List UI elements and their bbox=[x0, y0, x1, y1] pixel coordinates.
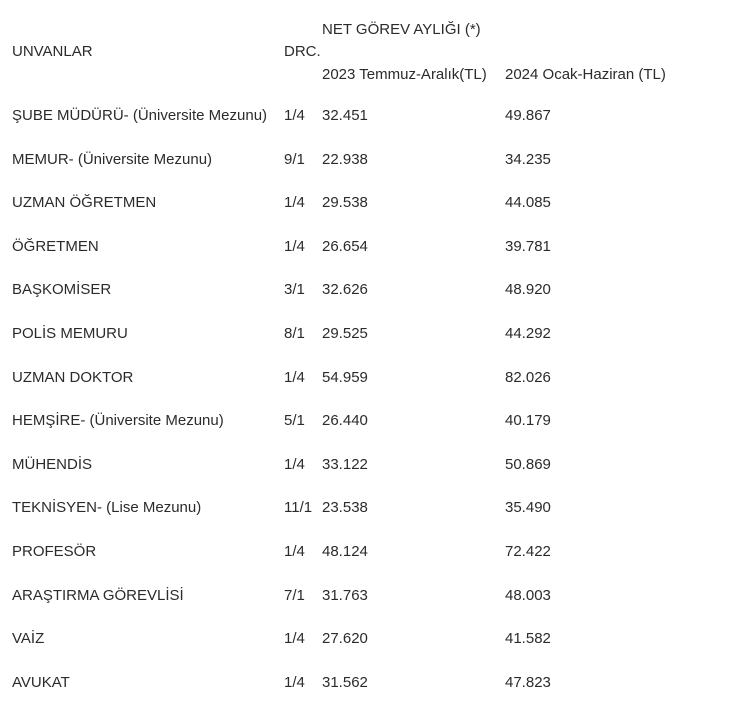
row-title: UZMAN DOKTOR bbox=[12, 369, 134, 386]
row-value-2024: 44.085 bbox=[505, 194, 551, 211]
row-value-2024: 48.920 bbox=[505, 281, 551, 298]
table-row bbox=[0, 541, 750, 563]
row-title: AVUKAT bbox=[12, 674, 70, 691]
row-title: MEMUR- (Üniversite Mezunu) bbox=[12, 151, 213, 168]
row-drc: 1/4 bbox=[284, 107, 305, 124]
header-unvanlar: UNVANLAR bbox=[12, 43, 93, 60]
row-value-2023: 29.525 bbox=[322, 325, 368, 342]
row-title: TEKNİSYEN- (Lise Mezunu) bbox=[12, 499, 202, 516]
row-title: HEMŞİRE- (Üniversite Mezunu) bbox=[12, 412, 224, 429]
table-row bbox=[0, 454, 750, 476]
row-title: ARAŞTIRMA GÖREVLİSİ bbox=[12, 587, 184, 604]
row-value-2023: 31.763 bbox=[322, 587, 368, 604]
table-row bbox=[0, 585, 750, 607]
row-drc: 11/1 bbox=[284, 499, 313, 516]
table-row bbox=[0, 672, 750, 694]
row-drc: 7/1 bbox=[284, 587, 305, 604]
table-row bbox=[0, 410, 750, 432]
row-title: ŞUBE MÜDÜRÜ- (Üniversite Mezunu) bbox=[12, 107, 268, 124]
row-title: POLİS MEMURU bbox=[12, 325, 128, 342]
row-value-2023: 48.124 bbox=[322, 543, 368, 560]
row-value-2024: 82.026 bbox=[505, 369, 551, 386]
row-drc: 5/1 bbox=[284, 412, 305, 429]
row-drc: 1/4 bbox=[284, 630, 305, 647]
row-value-2024: 41.582 bbox=[505, 630, 551, 647]
row-drc: 1/4 bbox=[284, 369, 305, 386]
row-drc: 9/1 bbox=[284, 151, 305, 168]
header-period-2024: 2024 Ocak-Haziran (TL) bbox=[505, 66, 666, 83]
row-value-2024: 40.179 bbox=[505, 412, 551, 429]
row-value-2024: 39.781 bbox=[505, 238, 551, 255]
row-value-2023: 26.654 bbox=[322, 238, 368, 255]
header-drc: DRC. bbox=[284, 43, 321, 60]
table-row bbox=[0, 279, 750, 301]
table-row bbox=[0, 628, 750, 650]
row-title: ÖĞRETMEN bbox=[12, 238, 99, 255]
row-title: UZMAN ÖĞRETMEN bbox=[12, 194, 157, 211]
row-value-2024: 44.292 bbox=[505, 325, 551, 342]
table-row bbox=[0, 192, 750, 214]
row-value-2023: 22.938 bbox=[322, 151, 368, 168]
row-drc: 1/4 bbox=[284, 194, 305, 211]
row-title: PROFESÖR bbox=[12, 543, 97, 560]
row-title: BAŞKOMİSER bbox=[12, 281, 112, 298]
row-value-2023: 23.538 bbox=[322, 499, 368, 516]
table-row bbox=[0, 149, 750, 171]
row-value-2023: 54.959 bbox=[322, 369, 368, 386]
row-drc: 3/1 bbox=[284, 281, 305, 298]
row-value-2024: 34.235 bbox=[505, 151, 551, 168]
row-drc: 1/4 bbox=[284, 238, 305, 255]
row-title: MÜHENDİS bbox=[12, 456, 93, 473]
row-value-2023: 31.562 bbox=[322, 674, 368, 691]
table-row bbox=[0, 236, 750, 258]
row-value-2023: 32.451 bbox=[322, 107, 368, 124]
table-row bbox=[0, 367, 750, 389]
row-value-2024: 50.869 bbox=[505, 456, 551, 473]
row-value-2024: 49.867 bbox=[505, 107, 551, 124]
row-value-2023: 26.440 bbox=[322, 412, 368, 429]
row-value-2024: 48.003 bbox=[505, 587, 551, 604]
row-value-2023: 33.122 bbox=[322, 456, 368, 473]
row-drc: 8/1 bbox=[284, 325, 305, 342]
row-drc: 1/4 bbox=[284, 456, 305, 473]
row-value-2024: 72.422 bbox=[505, 543, 551, 560]
table-row bbox=[0, 323, 750, 345]
row-value-2023: 29.538 bbox=[322, 194, 368, 211]
header-net-gorev-ayligi: NET GÖREV AYLIĞI (*) bbox=[322, 21, 481, 38]
row-value-2023: 27.620 bbox=[322, 630, 368, 647]
row-value-2023: 32.626 bbox=[322, 281, 368, 298]
table-row bbox=[0, 105, 750, 127]
table-row bbox=[0, 497, 750, 519]
row-title: VAİZ bbox=[12, 630, 45, 647]
header-period-2023: 2023 Temmuz-Aralık(TL) bbox=[322, 66, 487, 83]
row-drc: 1/4 bbox=[284, 543, 305, 560]
row-drc: 1/4 bbox=[284, 674, 305, 691]
row-value-2024: 47.823 bbox=[505, 674, 551, 691]
row-value-2024: 35.490 bbox=[505, 499, 551, 516]
